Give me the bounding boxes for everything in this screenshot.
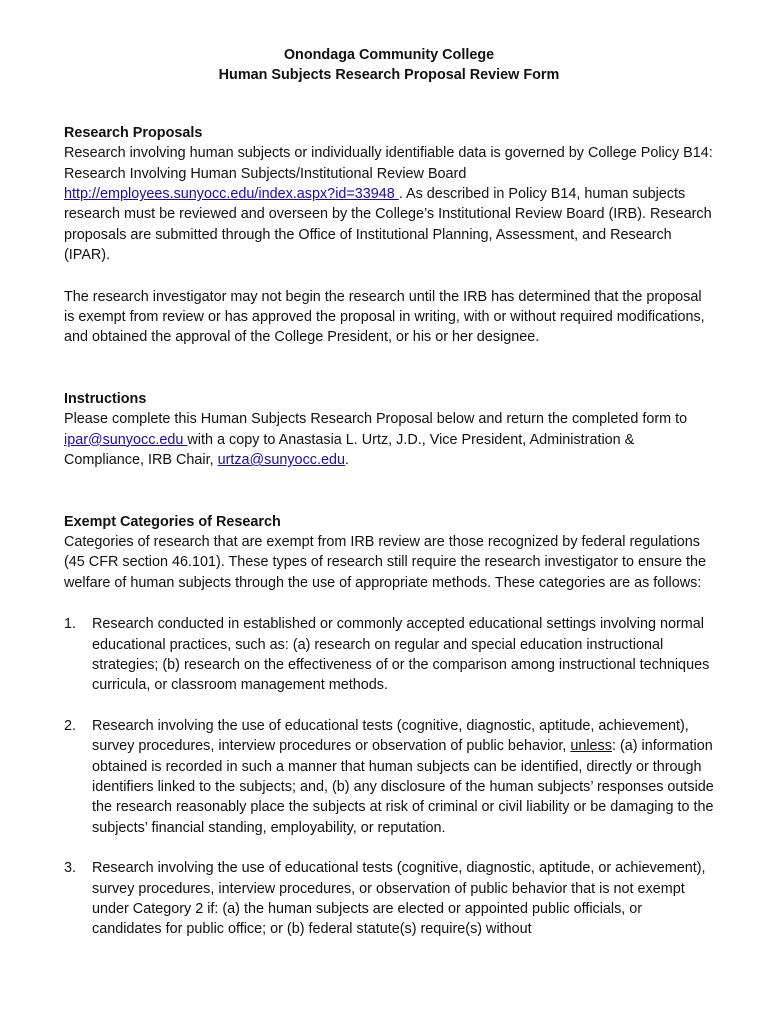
instructions-paragraph xyxy=(64,409,714,470)
research-proposals-paragraph-2: The research investigator may not begin the research until the IRB has determined that the proposal is exempt from review or has approved the proposal in writing, with or without required modifications, and obtained the approval of the College President, or his or her designee. xyxy=(64,288,705,346)
exempt-categories-intro: Categories of research that are exempt from IRB review are those recognized by federal regulations (45 CFR section 46.101). These types of research still require the research investigator to ensure the welfare of human subjects through the use of appropriate methods. These categories are as follows: xyxy=(64,533,707,591)
ipar-email-link[interactable]: ipar@sunyocc.edu xyxy=(64,431,188,448)
list-item xyxy=(64,716,714,838)
document-page xyxy=(64,45,714,940)
list-item xyxy=(64,614,714,696)
list-item-text xyxy=(92,718,714,836)
list-item-text: Research involving the use of educational tests (cognitive, diagnostic, aptitude, or achievement), survey procedures, interview procedures, or observation of public behavior that is not exempt under Category 2 if: (a) the human subjects are elected or appointed public officials, or candidates for public office; or (b) federal statute(s) require(s) without xyxy=(92,860,706,938)
list-item-text-part: Research involving the use of educational tests (cognitive, diagnostic, aptitude, achievement), survey procedures, interview procedures or observation of public behavior, xyxy=(92,717,689,755)
exempt-categories-heading: Exempt Categories of Research xyxy=(64,513,281,530)
list-item xyxy=(64,858,714,940)
list-item-number: 3. xyxy=(64,860,77,877)
exempt-categories-list xyxy=(64,614,714,940)
paragraph-text: with a copy to Anastasia L. Urtz, J.D., Vice President, Administration & Compliance, IRB Chair, xyxy=(64,431,635,469)
instructions-heading: Instructions xyxy=(64,390,147,407)
list-item-text-part: : (a) information obtained is recorded in such a manner that human subjects can be identified, directly or through identifiers linked to the subjects; and, (b) any disclosure of the human subjects’ responses outside the research reasonably place the subjects at risk of criminal or civil liability or be damaging to the subjects’ financial standing, employability, or reputation. xyxy=(92,738,714,836)
paragraph-text: Please complete this Human Subjects Research Proposal below and return the completed form to xyxy=(64,411,688,428)
research-proposals-heading: Research Proposals xyxy=(64,124,203,141)
form-title: Human Subjects Research Proposal Review Form xyxy=(218,67,560,84)
paragraph-text: . xyxy=(344,452,349,469)
list-item-text: Research conducted in established or commonly accepted educational settings involving normal educational practices, such as: (a) research on regular and special education instructional strategies; (b) research on the effectiveness of or the comparison among instructional techniques curricula, or classroom management methods. xyxy=(92,616,710,694)
list-item-number: 2. xyxy=(64,717,77,734)
urtza-email-link[interactable]: urtza@sunyocc.edu xyxy=(217,452,345,469)
unless-underlined: unless xyxy=(570,738,612,755)
paragraph-text: . As described in Policy B14, human subjects research must be reviewed and overseen by the College’s Institutional Review Board (IRB). Research proposals are submitted through the Office of Institutional Planning, Assessment, and Research (IPAR). xyxy=(64,186,712,264)
list-item-number: 1. xyxy=(64,616,77,633)
institution-title: Onondaga Community College xyxy=(283,47,495,63)
research-proposals-paragraph-1 xyxy=(64,143,714,265)
paragraph-text: Research involving human subjects or individually identifiable data is governed by College Policy B14: Research Involving Human Subjects/Institutional Review Board xyxy=(64,145,713,182)
policy-b14-link[interactable]: http://employees.sunyocc.edu/index.aspx?id=33948 xyxy=(64,186,399,203)
